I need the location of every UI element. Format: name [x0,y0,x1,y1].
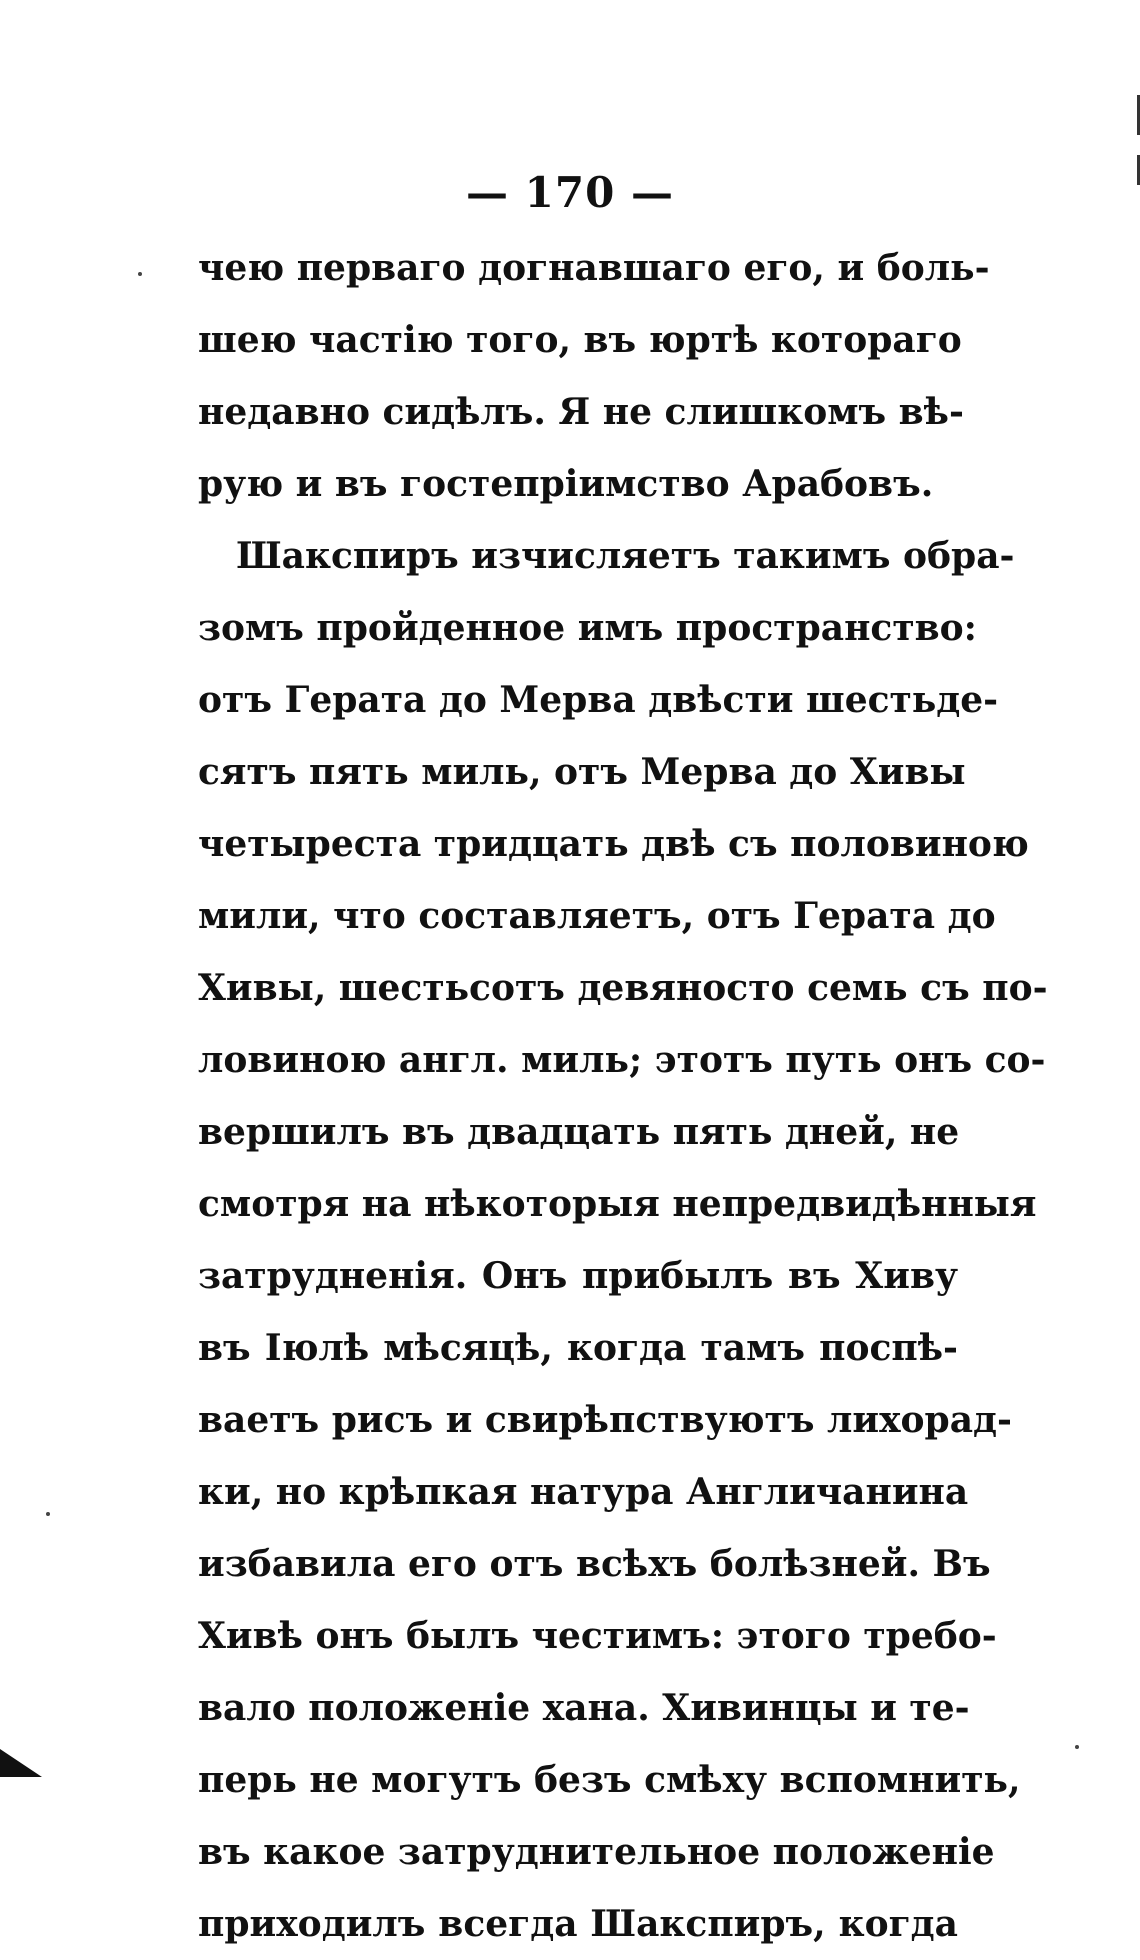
text-line: приходилъ всегда Шакспиръ, когда [198,1903,958,1945]
scan-speck [46,1512,50,1516]
text-line: ваетъ рисъ и свирѣпствуютъ лихорад- [198,1399,1012,1441]
text-line: перь не могутъ безъ смѣху вспомнить, [198,1759,1021,1801]
text-line: чею перваго догнавшаго его, и боль- [198,247,990,289]
text-line: избавила его отъ всѣхъ болѣзней. Въ [198,1543,991,1585]
text-line: отъ Герата до Мерва двѣсти шестьде- [198,679,999,721]
scan-corner-shadow [0,1749,42,1777]
text-line: ки, но крѣпкая натура Англичанина [198,1471,969,1513]
text-line: недавно сидѣлъ. Я не слишкомъ вѣ- [198,391,964,433]
text-line: мили, что составляетъ, отъ Герата до [198,895,996,937]
scan-speck [138,272,142,276]
text-line: шею частію того, въ юртѣ котораго [198,319,962,361]
text-line: зомъ пройденное имъ пространство: [198,607,977,649]
text-line: рую и въ гостепріимство Арабовъ. [198,463,934,505]
body-text [198,232,1048,1960]
paragraph-start-line: Шакспиръ изчисляетъ такимъ обра- [236,535,1015,577]
text-line: вершилъ въ двадцать пять дней, не [198,1111,960,1153]
scan-speck [1075,1745,1079,1749]
page-number: — 170 — [466,168,674,217]
text-line: смотря на нѣкоторыя непредвидѣнныя [198,1183,1037,1225]
text-line: ловиною англ. миль; этотъ путь онъ со- [198,1039,1046,1081]
text-line: сятъ пять миль, отъ Мерва до Хивы [198,751,966,793]
text-line: Хивѣ онъ былъ честимъ: этого требо- [198,1615,997,1657]
text-line: въ Іюлѣ мѣсяцѣ, когда тамъ поспѣ- [198,1327,958,1369]
text-line: четыреста тридцать двѣ съ половиною [198,823,1029,865]
text-line: въ какое затруднительное положеніе [198,1831,995,1873]
text-line: затрудненія. Онъ прибылъ въ Хиву [198,1255,958,1297]
text-line: Хивы, шестьсотъ девяносто семь съ по- [198,967,1048,1009]
text-line: вало положеніе хана. Хивинцы и те- [198,1687,970,1729]
